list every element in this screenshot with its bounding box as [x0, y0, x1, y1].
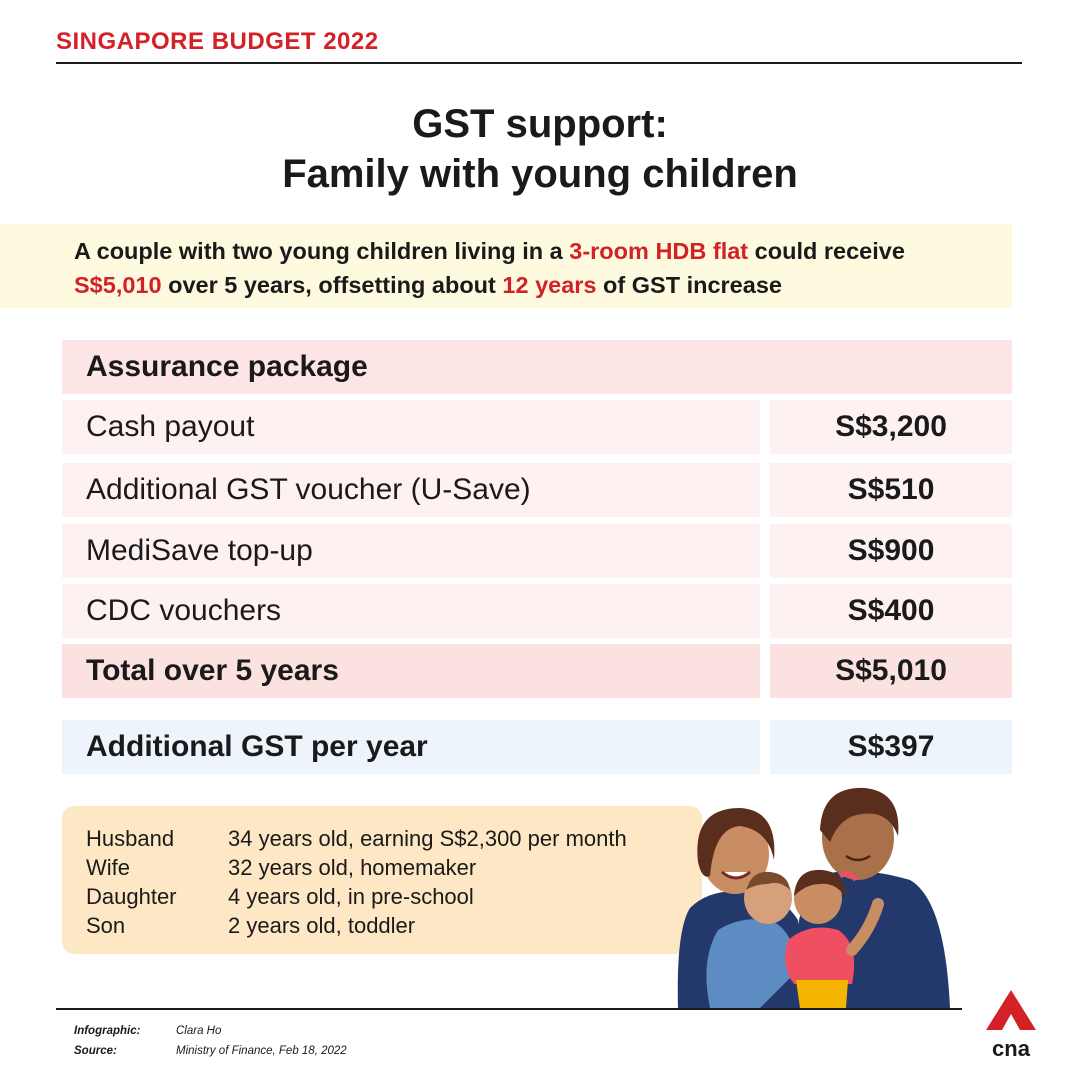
top-divider: [56, 62, 1022, 64]
page-title-line2: Family with young children: [282, 152, 798, 196]
total-value: S$5,010: [770, 644, 1012, 698]
summary-amount: S$5,010: [74, 272, 162, 298]
section-kicker: SINGAPORE BUDGET 2022: [56, 28, 379, 55]
gst-value: S$397: [770, 720, 1012, 774]
cna-logo-text: cna: [992, 1036, 1030, 1060]
profile-member: Husband: [86, 826, 175, 851]
summary-flat-type: 3-room HDB flat: [569, 238, 749, 264]
summary-banner: [0, 224, 1012, 308]
profile-detail: 4 years old, in pre-school: [228, 884, 474, 909]
page-title-line1: GST support:: [412, 102, 668, 146]
summary-part2: could receive: [748, 238, 905, 264]
table-row-label: Cash payout: [62, 400, 760, 454]
summary-years: 12 years: [502, 272, 597, 298]
table-row-value: S$900: [770, 524, 1012, 578]
credit-infographic-value: Clara Ho: [176, 1025, 222, 1037]
bottom-divider: [56, 1008, 962, 1010]
profile-member: Wife: [86, 855, 130, 880]
summary-part4: of GST increase: [596, 272, 782, 298]
table-row-value: S$510: [770, 463, 1012, 517]
total-label: Total over 5 years: [62, 644, 760, 698]
credit-infographic-label: Infographic:: [74, 1025, 141, 1037]
profile-detail: 32 years old, homemaker: [228, 855, 477, 880]
table-row-label: Additional GST voucher (U-Save): [62, 463, 760, 517]
summary-text: [74, 234, 1004, 302]
table-row-label: MediSave top-up: [62, 524, 760, 578]
credit-source-label: Source:: [74, 1045, 117, 1057]
credit-source-value: Ministry of Finance, Feb 18, 2022: [176, 1045, 347, 1057]
profile-member: Daughter: [86, 884, 177, 909]
cna-logo: [980, 988, 1042, 1060]
summary-part1: A couple with two young children living in a: [74, 238, 570, 264]
profile-member: Son: [86, 913, 126, 938]
table-row-value: S$400: [770, 584, 1012, 638]
summary-part3: over 5 years, offsetting about: [161, 272, 503, 298]
profile-detail: 2 years old, toddler: [228, 913, 416, 938]
family-illustration: [670, 780, 960, 1010]
profile-detail: 34 years old, earning S$2,300 per month: [228, 826, 627, 851]
gst-label: Additional GST per year: [62, 720, 760, 774]
table-row-label: CDC vouchers: [62, 584, 760, 638]
table-row-value: S$3,200: [770, 400, 1012, 454]
table-header: Assurance package: [62, 340, 1012, 394]
